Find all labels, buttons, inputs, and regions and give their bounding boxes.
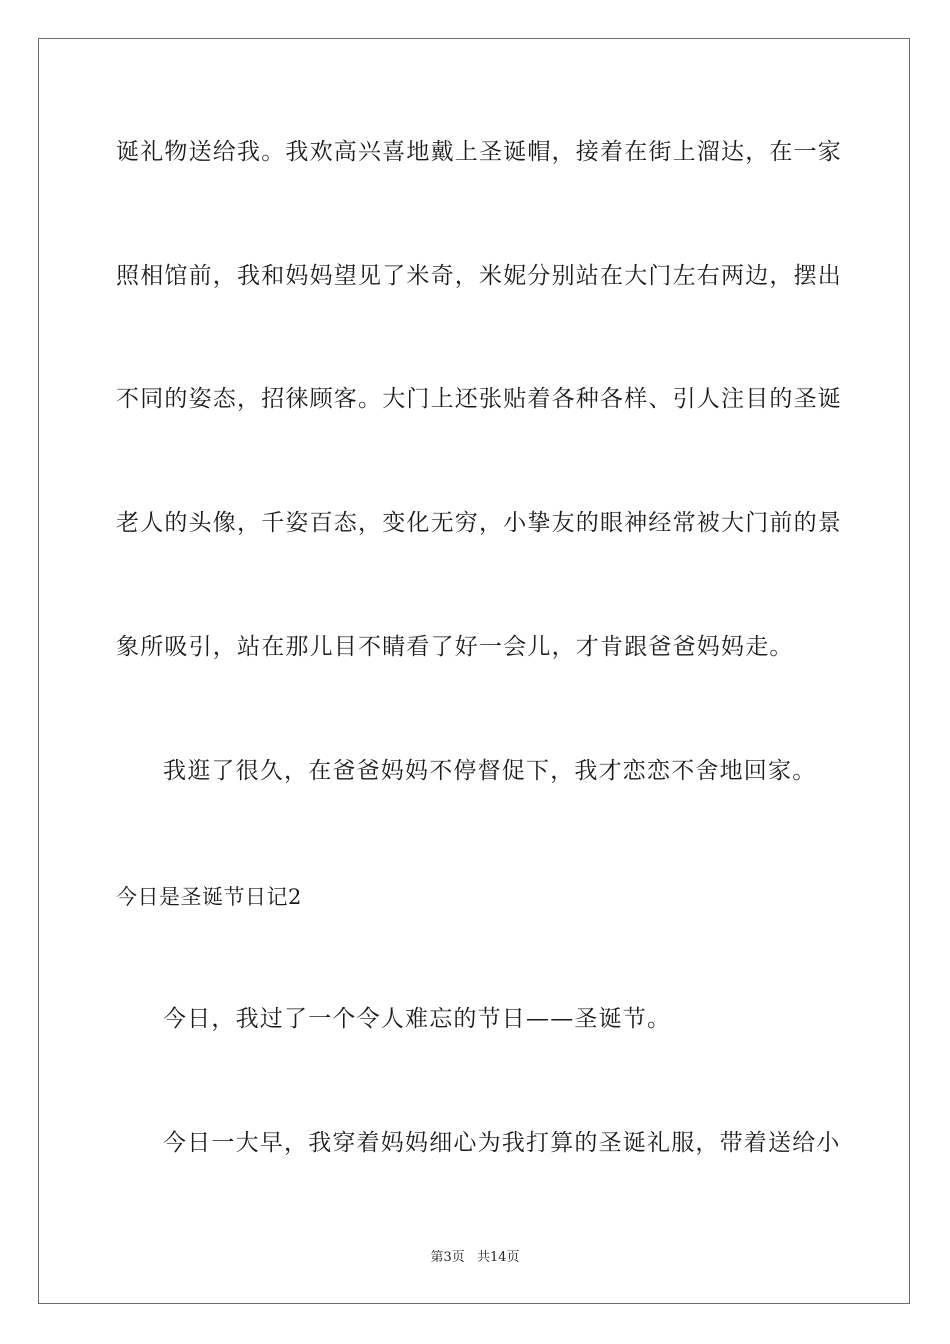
section-heading: 今日是圣诞节日记2 xyxy=(116,885,302,909)
paragraph-line: 诞礼物送给我。我欢高兴喜地戴上圣诞帽，接着在街上溜达，在一家 xyxy=(116,139,842,165)
paragraph-line: 照相馆前，我和妈妈望见了米奇，米妮分别站在大门左右两边，摆出 xyxy=(116,263,842,289)
paragraph-line: 不同的姿态，招徕顾客。大门上还张贴着各种各样、引人注目的圣诞 xyxy=(116,386,842,412)
paragraph-line: 老人的头像，千姿百态，变化无穷，小挚友的眼神经常被大门前的景 xyxy=(116,510,842,536)
page-border xyxy=(38,38,910,1304)
paragraph-line: 今日，我过了一个令人难忘的节日——圣诞节。 xyxy=(163,1006,672,1032)
paragraph-line: 今日一大早，我穿着妈妈细心为我打算的圣诞礼服，带着送给小 xyxy=(163,1130,841,1156)
paragraph-line: 我逛了很久，在爸爸妈妈不停督促下，我才恋恋不舍地回家。 xyxy=(163,758,817,784)
page-footer xyxy=(0,1249,950,1267)
page-total: 共14页 xyxy=(476,1250,520,1265)
paragraph-line: 象所吸引，站在那儿目不睛看了好一会儿，才肯跟爸爸妈妈走。 xyxy=(116,634,794,660)
page-number: 第3页 xyxy=(430,1250,465,1265)
